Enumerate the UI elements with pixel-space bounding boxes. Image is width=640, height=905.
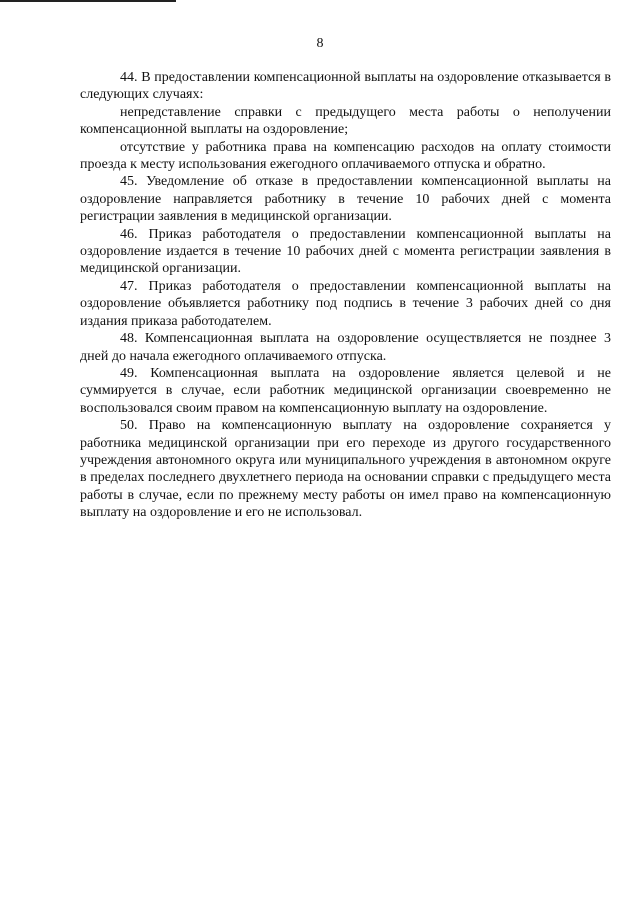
paragraph-44-case-1: непредставление справки с предыдущего места работы о неполучении компенсационной выплаты на оздоровление; <box>80 104 611 138</box>
paragraph-50: 50. Право на компенсационную выплату на оздоровление сохраняется у работника медицинской организации при его переходе из другого государственного учреждения автономного округа или муниципального учреждения в автономном округе в пределах последнего двухлетнего периода на основании справки с предыдущего места работы в случае, если по прежнему месту работы он имел право на компенсационную выплату на оздоровление и его не использовал. <box>80 418 611 521</box>
paragraph-48: 48. Компенсационная выплата на оздоровление осуществляется не позднее 3 дней до начала ежегодного оплачиваемого отпуска. <box>80 331 611 364</box>
paragraph-44: 44. В предоставлении компенсационной выплаты на оздоровление отказывается в следующих случаях: <box>80 70 611 103</box>
paragraph-44-case-2: отсутствие у работника права на компенсацию расходов на оплату стоимости проезда к месту использования ежегодного оплачиваемого отпуска и обратно. <box>80 139 611 173</box>
paragraph-45: 45. Уведомление об отказе в предоставлении компенсационной выплаты на оздоровление направляется работнику в течение 10 рабочих дней с момента регистрации заявления в медицинской организации. <box>80 174 611 225</box>
top-rule <box>0 0 176 2</box>
paragraph-47: 47. Приказ работодателя о предоставлении компенсационной выплаты на оздоровление объявляется работнику под подпись в течение 3 рабочих дней со дня издания приказа работодателем. <box>80 278 611 329</box>
page-number: 8 <box>316 36 324 51</box>
paragraph-49: 49. Компенсационная выплата на оздоровление является целевой и не суммируется в случае, если работник медицинской организации своевременно не воспользовался своим правом на компенсационную выплату на оздоровление. <box>80 365 611 416</box>
paragraph-46: 46. Приказ работодателя о предоставлении компенсационной выплаты на оздоровление издается в течение 10 рабочих дней с момента регистрации заявления в медицинской организации. <box>80 226 611 277</box>
document-body <box>80 69 611 522</box>
